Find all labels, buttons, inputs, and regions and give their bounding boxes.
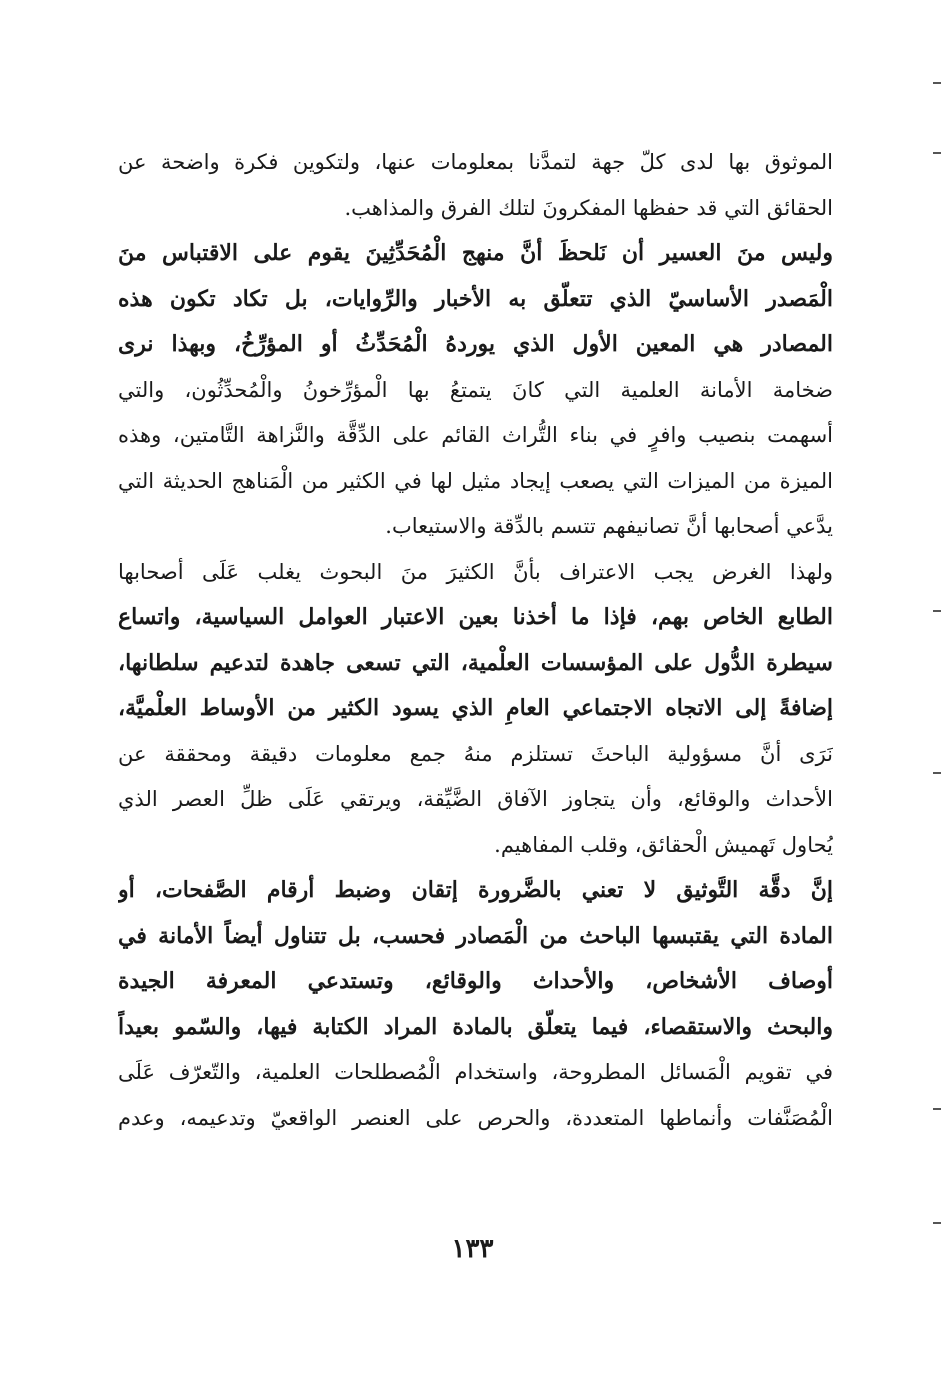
text-line: أسهمت بنصيب وافرٍ في بناء التُّراث القائم على الدِّقَّة والنَّزاهة التَّامتين، وهذه [118, 423, 833, 447]
text-line: الأحداث والوقائع، وأن يتجاوز الآفاق الضَّيِّقة، ويرتقي عَلَى ظلِّ العصر الذي [118, 787, 833, 811]
text-line: الْمُصَنَّفات وأنماطها المتعددة، والحرص على العنصر الواقعيّ وتدعيمه، وعدم [118, 1105, 833, 1130]
edge-mark [933, 1222, 941, 1224]
text-line: نَرَى أنَّ مسؤولية الباحثَ تستلزم منهُ جمع معلومات دقيقة ومحققة عن [118, 741, 833, 766]
text-line: والبحث والاستقصاء، فيما يتعلّق بالمادة المراد الكتابة فيها، والسّمو بعيداً [118, 1013, 833, 1040]
text-line: أوصاف الأشخاص، والأحداث والوقائع، وتستدعي المعرفة الجيدة [118, 968, 833, 994]
edge-mark [933, 152, 941, 154]
text-line: الموثوق بها لدى كلّ جهة لتمدَّنا بمعلومات عنها، ولتكوين فكرة واضحة عن [118, 150, 833, 174]
text-line: وليس منَ العسير أن نَلحظَ أنَّ منهج الْمُحَدِّثِينَ يقوم على الاقتباس منَ [118, 240, 833, 266]
edge-mark [933, 82, 941, 84]
text-line: المادة التي يقتبسها الباحث من الْمَصادر فحسب، بل تتناول أيضاً الأمانة في [118, 922, 833, 949]
text-line: إضافةً إلى الاتجاه الاجتماعي العامِ الذي يسود الكثير من الأوساط العلْميَّة، [118, 695, 833, 721]
edge-mark [933, 1108, 941, 1110]
body-text [118, 140, 833, 1141]
text-line: يُحاول تَهميش الْحقائق، وقلب المفاهيم. [494, 832, 833, 857]
text-line: ولهذا الغرض يجب الاعتراف بأنَّ الكثيرَ منَ البحوث يغلب عَلَى أصحابها [118, 559, 833, 584]
text-line: المصادر هي المعين الأول الذي يوردهُ الْمُحَدِّثُ أو المؤرِّخُ، وبهذا نرى [118, 331, 833, 357]
page-number: ١٣٣ [451, 1234, 494, 1264]
text-line: ضخامة الأمانة العلمية التي كانَ يتمتعُ بها الْمؤرِّخونُ والْمُحدِّثُون، والتي [118, 377, 833, 402]
text-line: يدَّعي أصحابها أنَّ تصانيفهم تتسم بالدِّقة والاستيعاب. [385, 514, 833, 538]
edge-mark [933, 772, 941, 774]
edge-mark [933, 610, 941, 612]
text-line: الميزة من الميزات التي يصعب إيجاد مثيل لها في الكثير من الْمَناهج الحديثة التي [118, 468, 833, 493]
text-line: في تقويم الْمَسائل المطروحة، واستخدام الْمُصطلحات العلمية، والتّعرّف عَلَى [118, 1060, 833, 1084]
text-line: سيطرة الدُّول على المؤسسات العلْمية، التي تسعى جاهدة لتدعيم سلطانها، [118, 649, 833, 676]
text-line: إنَّ دقَّة التَّوثيق لا تعني بالضَّرورة إتقان وضبط أرقام الصَّفحات، أو [118, 877, 833, 903]
text-line: الحقائق التي قد حفظها المفكرونَ لتلك الفرق والمذاهب. [344, 195, 833, 220]
text-line: الطابع الخاص بهم، فإذا ما أخذنا بعين الاعتبار العوامل السياسية، واتساع [118, 604, 833, 630]
text-line: الْمَصدر الأساسيّ الذي تتعلّق به الأخبار والرِّوايات، بل تكاد تكون هذه [118, 285, 833, 312]
